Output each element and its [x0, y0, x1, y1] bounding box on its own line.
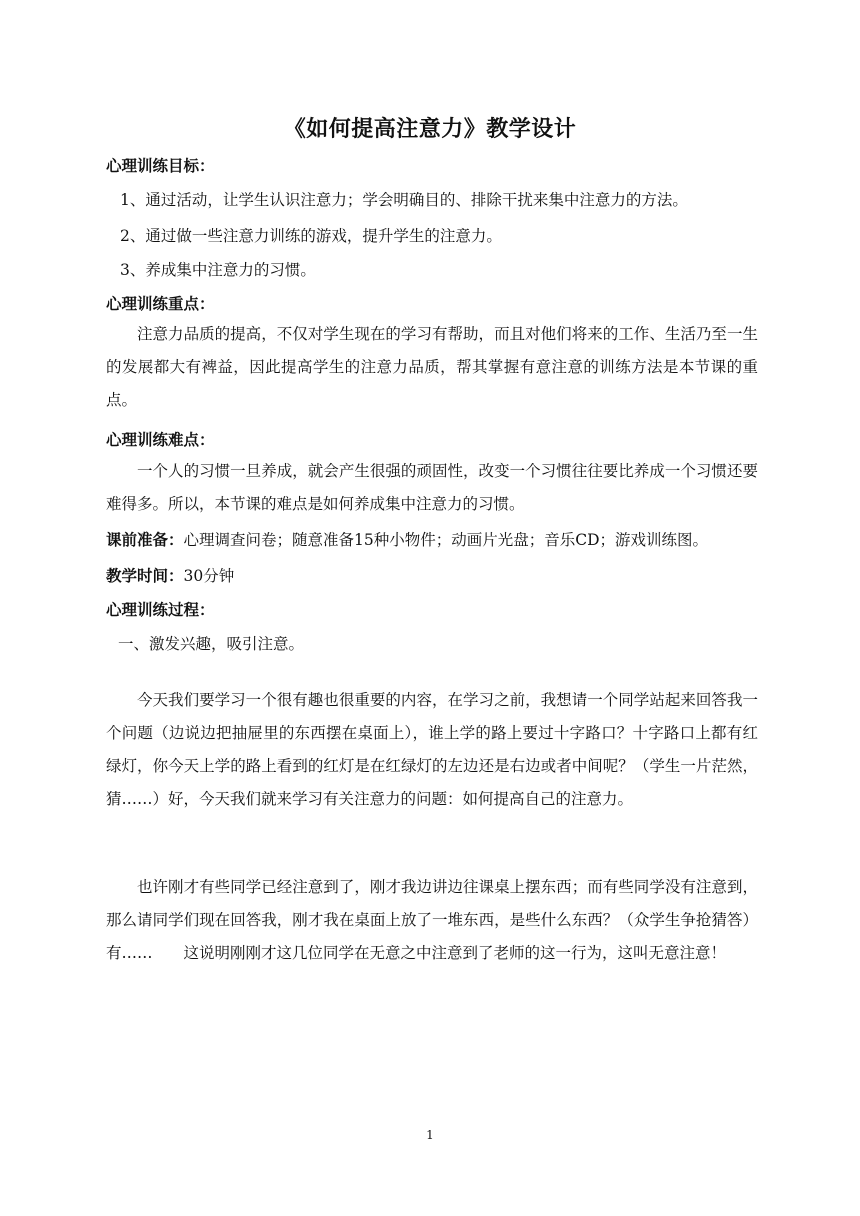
preparation-text: 心理调查问卷；随意准备15种小物件；动画片光盘；音乐CD；游戏训练图。	[183, 531, 709, 549]
key-points-heading: 心理训练重点：	[106, 295, 215, 313]
goal-item-2: 2、通过做一些注意力训练的游戏，提升学生的注意力。	[120, 227, 502, 245]
difficulties-heading: 心理训练难点：	[106, 431, 215, 449]
goal-item-1: 1、通过活动，让学生认识注意力；学会明确目的、排除干扰来集中注意力的方法。	[120, 191, 688, 209]
goal-item-3: 3、养成集中注意力的习惯。	[120, 261, 316, 279]
key-points-paragraph: 注意力品质的提高，不仅对学生现在的学习有帮助，而且对他们将来的工作、生活乃至一生的发展都大有裨益，因此提高学生的注意力品质，帮其掌握有意注意的训练方法是本节课的重点。	[106, 325, 758, 409]
difficulties-paragraph: 一个人的习惯一旦养成，就会产生很强的顽固性，改变一个习惯往往要比养成一个习惯还要难得多。所以，本节课的难点是如何养成集中注意力的习惯。	[106, 462, 758, 513]
time-line	[106, 566, 234, 586]
process-paragraph-1: 今天我们要学习一个很有趣也很重要的内容，在学习之前，我想请一个同学站起来回答我一个问题（边说边把抽屉里的东西摆在桌面上），谁上学的路上要过十字路口？十字路口上都有红绿灯，你今天上学的路上看到的红灯是在红绿灯的左边还是右边或者中间呢？（学生一片茫然，猜……）好，今天我们就来学习有关注意力的问题：如何提高自己的注意力。	[106, 691, 758, 808]
preparation-line	[106, 530, 708, 550]
preparation-label: 课前准备：	[106, 531, 184, 549]
process-heading: 心理训练过程：	[106, 601, 215, 619]
page-number: 1	[426, 1128, 434, 1142]
time-label: 教学时间：	[106, 567, 184, 585]
time-text: 30分钟	[183, 567, 235, 585]
process-paragraph-2: 也许刚才有些同学已经注意到了，刚才我边讲边往课桌上摆东西；而有些同学没有注意到，那么请同学们现在回答我，刚才我在桌面上放了一堆东西，是些什么东西？（众学生争抢猜答）有…… 这说明刚刚才这几位同学在无意之中注意到了老师的这一行为，这叫无意注意！	[106, 878, 758, 962]
goals-heading: 心理训练目标：	[106, 157, 215, 175]
process-step-1: 一、激发兴趣，吸引注意。	[118, 635, 305, 653]
document-title: 《如何提高注意力》教学设计	[283, 117, 577, 142]
